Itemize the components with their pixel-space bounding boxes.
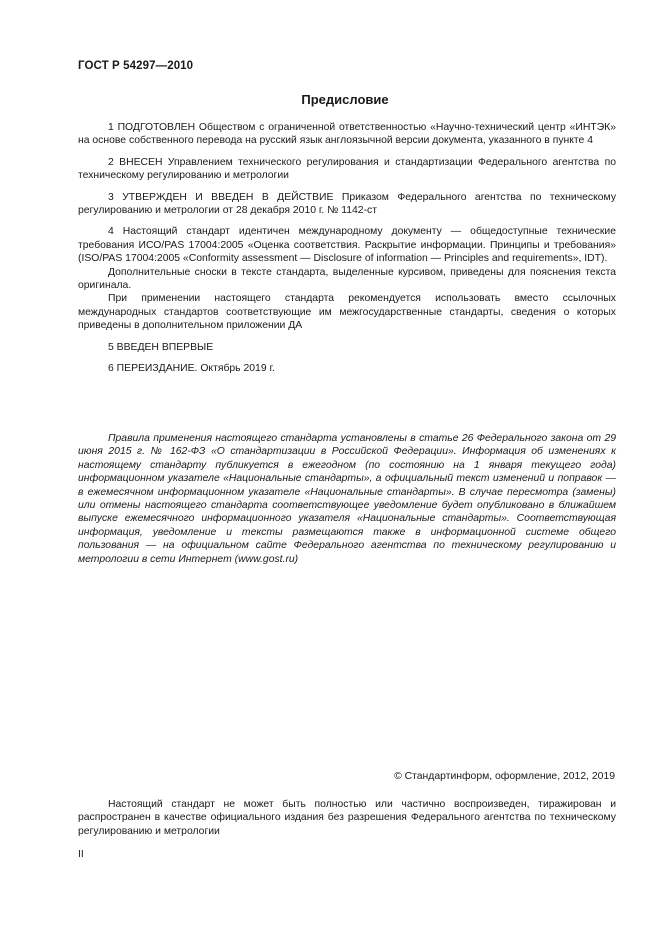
section-text: Обществом с ограниченной ответственностью «Научно-технический центр «ИНТЭК» на основе собственного перевода на русский язык англоязычной версии документа, указанного в пункте 4	[78, 122, 616, 147]
section-lead: УТВЕРЖДЕН И ВВЕДЕН В ДЕЙСТВИЕ	[122, 191, 334, 203]
rules-block	[78, 432, 616, 566]
section-text: ПЕРЕИЗДАНИЕ. Октябрь 2019 г.	[116, 363, 275, 375]
reproduction-block	[78, 798, 616, 838]
section-number: 6	[108, 363, 114, 375]
section-5	[78, 341, 616, 354]
section-text: Управлением технического регулирования и стандартизации Федерального агентства по техническому регулированию и метрологии	[78, 156, 616, 182]
copyright-notice: © Стандартинформ, оформление, 2012, 2019	[394, 771, 615, 782]
section-1	[78, 121, 616, 148]
rules-paragraph: Правила применения настоящего стандарта установлены в статье 26 Федерального закона от 29 июня 2015 г. № 162-ФЗ «О стандартизации в Российской Федерации». Информация об изменениях к настоящему стандарту публикуется в ежегодном (по состоянию на 1 января текущего года) информационном указателе «Национальные стандарты», а официальный текст изменений и поправок — в ежемесячном информационном указателе «Национальные стандарты». В случае пересмотра (замены) или отмены настоящего стандарта соответствующее уведомление будет опубликовано в ближайшем выпуске ежемесячного информационного указателя «Национальные стандарты». Соответствующая информация, уведомление и тексты размещаются также в информационной системе общего пользования — на официальном сайте Федерального агентства по техническому регулированию и метрологии в сети Интернет (www.gost.ru)	[78, 433, 616, 565]
reproduction-notice: Настоящий стандарт не может быть полностью или частично воспроизведен, тиражирован и распространен в качестве официального издания без разрешения Федерального агентства по техническому регулированию и метрологии	[78, 799, 616, 837]
section-text: ВВЕДЕН ВПЕРВЫЕ	[116, 341, 214, 353]
section-6	[78, 362, 616, 375]
section-lead: ВНЕСЕН	[119, 156, 163, 168]
section-text: Настоящий стандарт идентичен международному документу — общедоступные технические требования ИСО/PAS 17004:2005 «Оценка соответствия. Раскрытие информации. Принципы и требования» (ISO/PAS 17004:2005 «Conformity assessment — Disclosure of information — Principles and requirements», IDT).	[78, 226, 616, 265]
document-code: ГОСТ Р 54297—2010	[78, 60, 194, 72]
note-paragraph: Дополнительные сноски в тексте стандарта, выделенные курсивом, приведены для пояснения текста оригинала.	[78, 266, 616, 292]
section-number: 1	[108, 122, 114, 133]
section-number: 3	[108, 191, 114, 203]
foreword-body	[78, 121, 616, 376]
note-paragraph: При применении настоящего стандарта рекомендуется использовать вместо ссылочных международных стандартов соответствующие им межгосударственные стандарты, сведения о которых приведены в дополнительном приложении ДА	[78, 293, 616, 332]
section-number: 2	[108, 156, 114, 168]
page-title: Предисловие	[301, 92, 389, 107]
section-2	[78, 156, 616, 183]
section-number: 5	[108, 341, 114, 353]
section-lead: ПОДГОТОВЛЕН	[117, 122, 196, 133]
section-number: 4	[108, 226, 114, 238]
section-3	[78, 191, 616, 218]
page-number: II	[78, 849, 84, 860]
section-text: Приказом Федерального агентства по техническому регулированию и метрологии от 28 декабря 2010 г. № 1142-ст	[78, 191, 617, 217]
section-4	[78, 225, 616, 265]
